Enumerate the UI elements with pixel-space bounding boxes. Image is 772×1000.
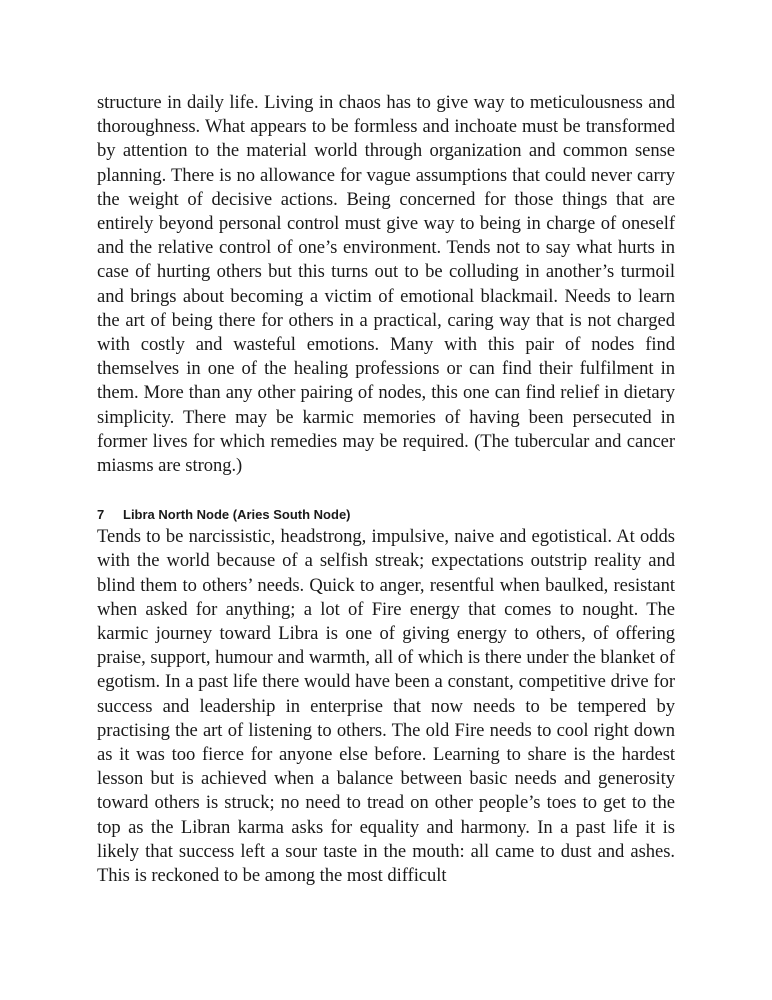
section-heading	[97, 506, 675, 523]
section-title: Libra North Node (Aries South Node)	[123, 507, 351, 523]
body-paragraph-continued: structure in daily life. Living in chaos has to give way to meticulousness and thoroughness. What appears to be formless and inchoate must be transformed by attention to the material world through organization and common sense planning. There is no allowance for vague assumptions that could never carry the weight of decisive actions. Being concerned for those things that are entirely beyond personal control must give way to being in charge of oneself and the relative control of one’s environment. Tends not to say what hurts in case of hurting others but this turns out to be colluding in another’s turmoil and brings about becoming a victim of emotional blackmail. Needs to learn the art of being there for others in a practical, caring way that is not charged with costly and wasteful emotions. Many with this pair of nodes find themselves in one of the healing professions or can find their fulfilment in them. More than any other pairing of nodes, this one can find relief in dietary simplicity. There may be karmic memories of having been persecuted in former lives for which remedies may be required. (The tubercular and cancer miasms are strong.)	[97, 92, 675, 477]
section-number: 7	[97, 507, 105, 523]
document-page	[97, 91, 675, 888]
body-paragraph-section-7: Tends to be narcissistic, headstrong, impulsive, naive and egotistical. At odds with the world because of a selfish streak; expectations outstrip reality and blind them to others’ needs. Quick to anger, resentful when baulked, resistant when asked for anything; a lot of Fire energy that comes to nought. The karmic journey toward Libra is one of giving energy to others, of offering praise, support, humour and warmth, all of which is there under the blanket of egotism. In a past life there would have been a constant, competitive drive for success and leadership in enterprise that now needs to be tempered by practising the art of listening to others. The old Fire needs to cool right down as it was too fierce for anyone else before. Learning to share is the hardest lesson but is achieved when a balance between basic needs and generosity toward others is struck; no need to tread on other people’s toes to get to the top as the Libran karma asks for equality and harmony. In a past life it is likely that success left a sour taste in the mouth: all came to dust and ashes. This is reckoned to be among the most difficult	[97, 526, 675, 887]
